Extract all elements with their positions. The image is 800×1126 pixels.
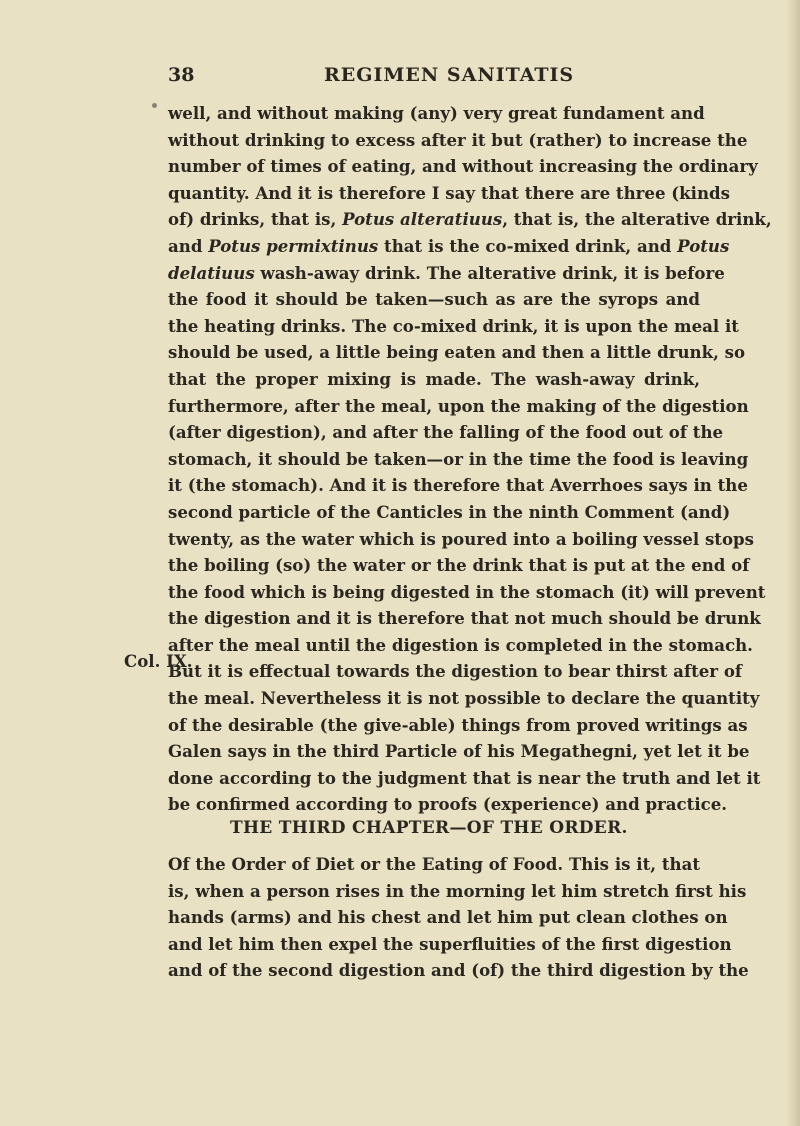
text-line: the meal. Nevertheless it is not possible to declare the quantity <box>168 688 760 709</box>
text-line: quantity. And it is therefore I say that there are three (kinds <box>168 182 730 203</box>
text-line: furthermore, after the meal, upon the making of the digestion <box>168 395 749 416</box>
text-line: (after digestion), and after the falling of the food out of the <box>168 422 724 443</box>
running-title: REGIMEN SANITATIS <box>324 64 575 86</box>
text-line: the heating drinks. The co-mixed drink, it is upon the meal it <box>168 315 739 336</box>
text-line: of the desirable (the give-able) things from proved writings as <box>168 714 748 735</box>
text-line: Galen says in the third Particle of his Megathegni, yet let it be <box>168 741 750 762</box>
text-line: the food which is being digested in the stomach (it) will prevent <box>168 581 766 602</box>
text-line: of) drinks, that is, Potus alteratiuus, that is, the alterative drink, <box>168 209 772 230</box>
page-header <box>168 64 688 90</box>
text-line: But it is effectual towards the digestion to bear thirst after of <box>168 661 743 682</box>
paragraph-2 <box>168 851 749 984</box>
text-line: second particle of the Canticles in the ninth Comment (and) <box>168 501 731 522</box>
text-line: is, when a person rises in the morning let him stretch first his <box>168 880 747 901</box>
text-line: Of the Order of Diet or the Eating of Food. This is it, that <box>168 854 700 874</box>
text-line: and let him then expel the superfluities of the first digestion <box>168 933 732 954</box>
text-line: well, and without making (any) very great fundament and <box>168 103 705 123</box>
text-line: done according to the judgment that is near the truth and let it <box>168 767 761 788</box>
text-line: stomach, it should be taken—or in the time the food is leaving <box>168 448 749 469</box>
paper-speck <box>152 103 157 108</box>
text-line: that the proper mixing is made. The wash-away drink, <box>168 368 700 389</box>
page-number: 38 <box>168 64 195 86</box>
text-line: twenty, as the water which is poured into a boiling vessel stops <box>168 528 754 549</box>
margin-note: Col. IX. <box>124 651 193 671</box>
text-line: without drinking to excess after it but (rather) to increase the <box>168 129 748 150</box>
text-line: it (the stomach). And it is therefore that Averrhoes says in the <box>168 475 748 496</box>
text-line: after the meal until the digestion is completed in the stomach. <box>168 634 753 655</box>
chapter-heading: THE THIRD CHAPTER—OF THE ORDER. <box>230 818 628 838</box>
text-line: and Potus permixtinus that is the co-mixed drink, and Potus <box>168 235 730 256</box>
paragraph-1 <box>168 100 772 818</box>
text-line: the boiling (so) the water or the drink that is put at the end of <box>168 555 750 576</box>
text-line: number of times of eating, and without increasing the ordinary <box>168 156 758 177</box>
text-line: and of the second digestion and (of) the third digestion by the <box>168 960 749 981</box>
text-line: should be used, a little being eaten and then a little drunk, so <box>168 342 746 363</box>
text-line: the digestion and it is therefore that not much should be drunk <box>168 608 761 629</box>
text-line: hands (arms) and his chest and let him put clean clothes on <box>168 907 728 928</box>
page-edge-shadow <box>786 0 800 1126</box>
text-line: delatiuus wash-away drink. The alterative drink, it is before <box>168 262 725 283</box>
text-line: the food it should be taken—such as are the syrops and <box>168 289 700 310</box>
text-line: be confirmed according to proofs (experience) and practice. <box>168 794 728 815</box>
